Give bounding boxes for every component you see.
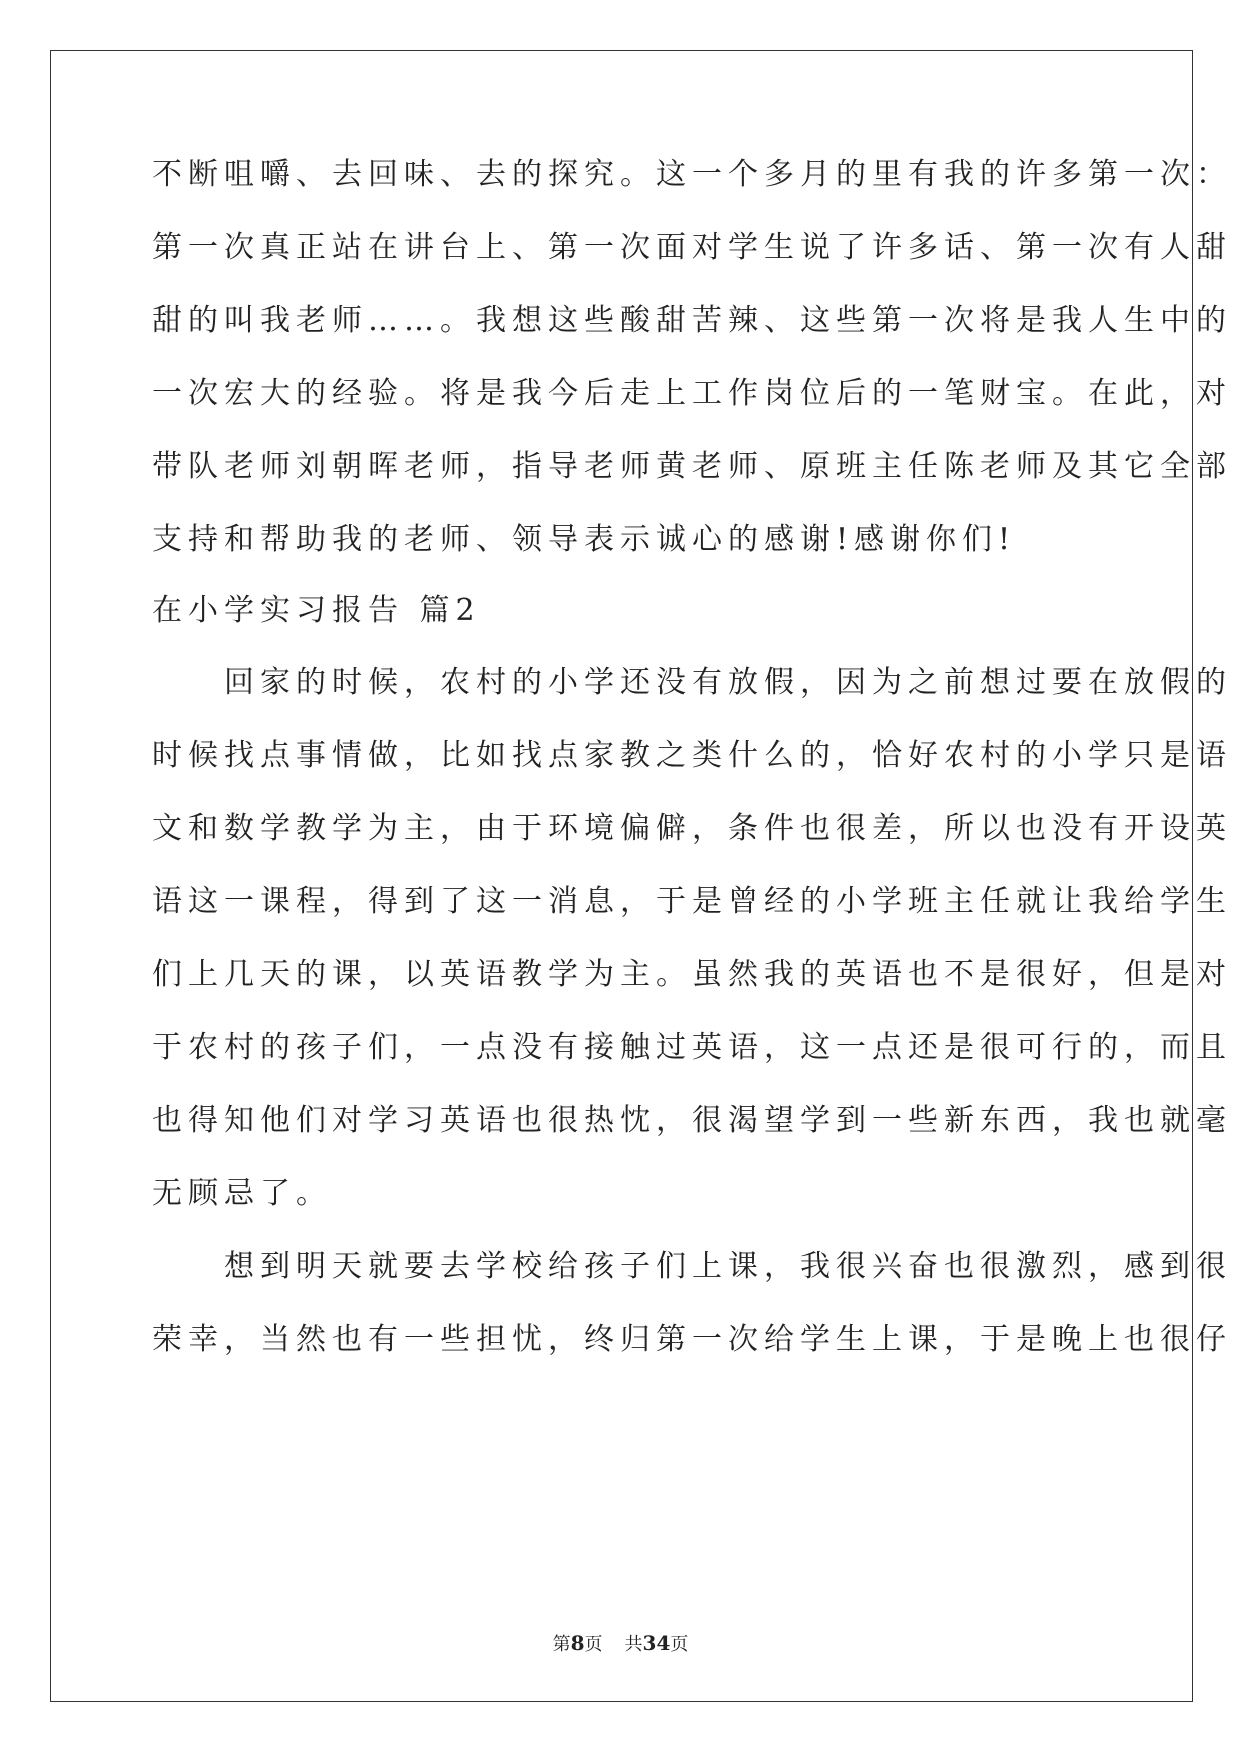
footer-page-unit: 页 [584,1634,603,1655]
total-pages: 34 [642,1631,671,1655]
text-line: 们上几天的课，以英语教学为主。虽然我的英语也不是很好，但是对 [152,957,1232,992]
text-line: 语这一课程，得到了这一消息，于是曾经的小学班主任就让我给学生 [152,884,1232,919]
text-line: 荣幸，当然也有一些担忧，终归第一次给学生上课，于是晚上也很仔 [152,1322,1232,1357]
text-line: 甜的叫我老师……。我想这些酸甜苦辣、这些第一次将是我人生中的 [152,303,1232,338]
text-line: 一次宏大的经验。将是我今后走上工作岗位后的一笔财宝。在此，对 [152,376,1232,411]
section-heading: 在小学实习报告 篇2 [152,593,481,628]
text-line: 无顾忌了。 [152,1176,332,1211]
text-line: 支持和帮助我的老师、领导表示诚心的感谢!感谢你们! [152,522,1017,557]
footer-total-prefix: 共 [624,1634,643,1655]
text-line: 时候找点事情做，比如找点家教之类什么的，恰好农村的小学只是语 [152,738,1232,773]
text-line: 带队老师刘朝晖老师，指导老师黄老师、原班主任陈老师及其它全部 [152,449,1232,484]
text-line: 第一次真正站在讲台上、第一次面对学生说了许多话、第一次有人甜 [152,230,1232,265]
footer-total-unit: 页 [670,1634,689,1655]
text-line: 不断咀嚼、去回味、去的探究。这一个多月的里有我的许多第一次： [152,157,1232,192]
text-line: 文和数学教学为主，由于环境偏僻，条件也很差，所以也没有开设英 [152,811,1232,846]
footer-prefix: 第 [552,1634,571,1655]
page-number: 8 [570,1631,585,1655]
text-line: 想到明天就要去学校给孩子们上课，我很兴奋也很激烈，感到很 [152,1249,1232,1284]
text-line: 回家的时候，农村的小学还没有放假，因为之前想过要在放假的 [152,665,1232,700]
page-footer [0,1630,1241,1656]
text-line: 也得知他们对学习英语也很热忱，很渴望学到一些新东西，我也就毫 [152,1103,1232,1138]
text-line: 于农村的孩子们，一点没有接触过英语，这一点还是很可行的，而且 [152,1030,1232,1065]
